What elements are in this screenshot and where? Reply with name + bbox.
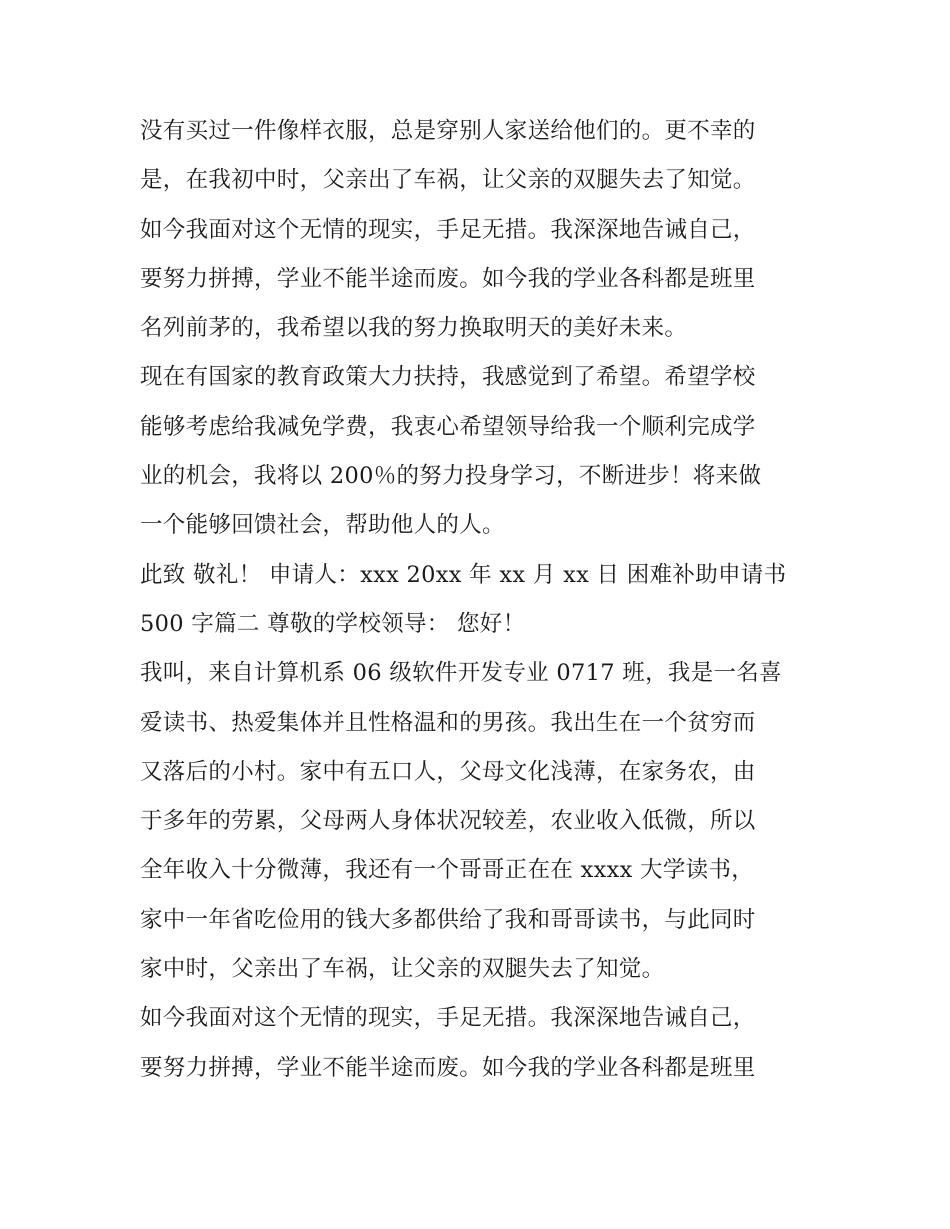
text-line: 全年收入十分微薄，我还有一个哥哥正在在 xxxx 大学读书， bbox=[140, 857, 755, 884]
text-line: 家中时，父亲出了车祸，让父亲的双腿失去了知觉。 bbox=[140, 956, 665, 983]
text-line: 爱读书、热爱集体并且性格温和的男孩。我出生在一个贫穷而 bbox=[140, 709, 756, 736]
text-line: 是，在我初中时，父亲出了车祸，让父亲的双腿失去了知觉。 bbox=[140, 167, 756, 194]
text-line: 家中一年省吃俭用的钱大多都供给了我和哥哥读书，与此同时 bbox=[140, 906, 756, 933]
text-line: 一个能够回馈社会，帮助他人的人。 bbox=[140, 512, 505, 539]
text-line: 又落后的小村。家中有五口人，父母文化浅薄，在家务农，由 bbox=[140, 758, 756, 785]
text-line: 500 字篇二 尊敬的学校领导： 您好！ bbox=[140, 610, 526, 637]
text-line: 如今我面对这个无情的现实，手足无措。我深深地告诫自己， bbox=[140, 1005, 756, 1032]
text-line: 此致 敬礼！ 申请人：xxx 20xx 年 xx 月 xx 日 困难补助申请书 bbox=[140, 561, 787, 588]
text-line: 名列前茅的，我希望以我的努力换取明天的美好未来。 bbox=[140, 315, 688, 342]
text-line: 要努力拼搏，学业不能半途而废。如今我的学业各科都是班里 bbox=[140, 265, 756, 292]
body-text bbox=[140, 107, 820, 1093]
text-line: 我叫，来自计算机系 06 级软件开发专业 0717 班，我是一名喜 bbox=[140, 660, 782, 687]
text-line: 于多年的劳累，父母两人身体状况较差，农业收入低微，所以 bbox=[140, 808, 756, 835]
text-line: 要努力拼搏，学业不能半途而废。如今我的学业各科都是班里 bbox=[140, 1054, 756, 1081]
text-line: 能够考虑给我减免学费，我衷心希望领导给我一个顺利完成学 bbox=[140, 413, 756, 440]
text-line: 没有买过一件像样衣服，总是穿别人家送给他们的。更不幸的 bbox=[140, 118, 756, 144]
text-line: 现在有国家的教育政策大力扶持，我感觉到了希望。希望学校 bbox=[140, 364, 756, 391]
text-line: 业的机会，我将以 200％的努力投身学习，不断进步！将来做 bbox=[140, 463, 762, 490]
text-line: 如今我面对这个无情的现实，手足无措。我深深地告诫自己， bbox=[140, 216, 756, 243]
